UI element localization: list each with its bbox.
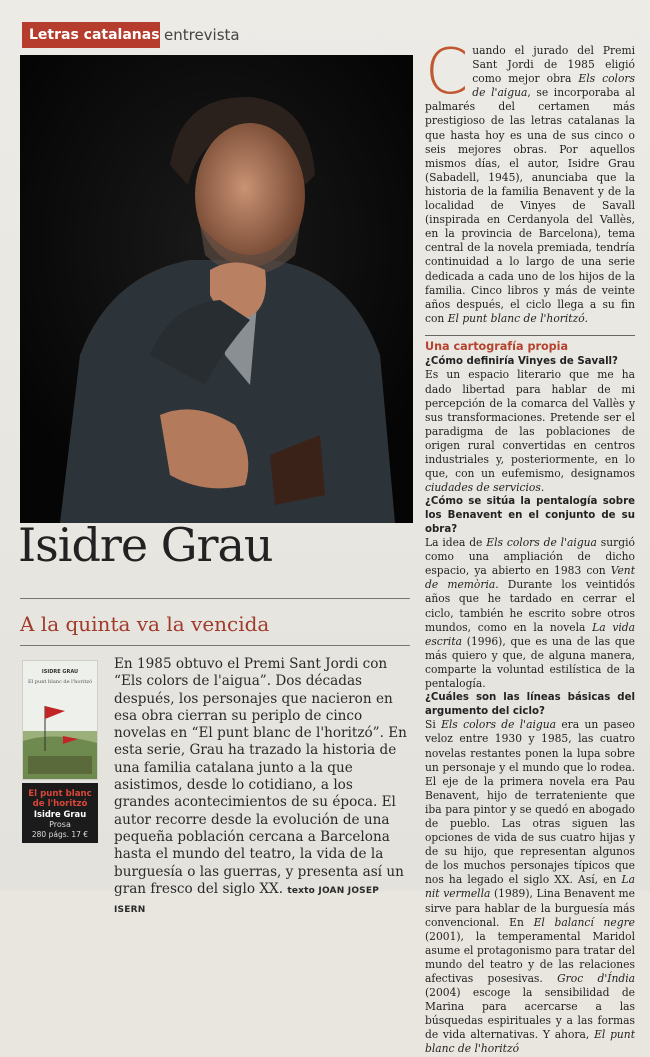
question-2: ¿Cómo se sitúa la pentalogía sobre los Benavent en el conjunto de su obra? <box>425 496 635 535</box>
interview-column <box>425 35 636 1057</box>
intro-credit: texto JOAN JOSEP ISERN <box>114 885 380 916</box>
section-subtitle: entrevista <box>164 26 240 44</box>
subtitle-rule <box>20 645 410 646</box>
article-subtitle: A la quinta va la vencida <box>20 612 270 636</box>
book-title: El punt blanc de l'horitzó <box>28 789 92 809</box>
book-author: Isidre Grau <box>33 809 87 819</box>
section-tag: Letras catalanas <box>22 22 160 48</box>
book-info-box <box>22 783 98 843</box>
book-details: 280 págs. 17 € <box>31 830 89 839</box>
drop-cap: C <box>425 35 469 108</box>
column-rule <box>425 335 635 336</box>
article-title: Isidre Grau <box>18 518 273 572</box>
book-cover-illustration <box>23 661 97 779</box>
answer-2: La idea de Els colors de l'aigua surgió como una ampliación de dicho espacio, ya abierto en 1983 con Vent de memòria. Durante los veintidós años que he tardado en cerrar el ciclo, también he escrito sobre otros mundos, como en la novela La vida escrita (1996), que es una de las que más quiero y que, de alguna manera, comparte la voluntad estilística de la pentalogía. <box>425 536 635 691</box>
portrait-illustration <box>20 55 413 523</box>
book-genre: Prosa <box>49 820 71 829</box>
author-portrait <box>20 55 413 523</box>
answer-3: Si Els colors de l'aigua era un paseo veloz entre 1930 y 1985, las cuatro novelas restantes ponen la lupa sobre un personaje y el mundo que lo rodea. El eje de la primera novela era Pau Benavent, hijo de terrateniente que iba para pintor y se quedó en abogado de pueblo. Las otras siguen las opciones de vida de sus cuatro hijas y de su hijo, que representan algunos de los muchos personajes típicos que nos ha legado el siglo XX. Así, en La nit vermella (1989), Lina Benavent me sirve para hablar de la burguesía más convencional. En El balancí negre (2001), la temperamental Maridol asume el protagonismo para tratar del mundo del teatro y de las relaciones afectivas posesivas. Groc d'Índia (2004) escoge la sensibilidad de Marina para acercarse a las búsquedas espirituales y a las formas de vida alternativas. Y ahora, El punt blanc de l'horitzó <box>425 718 636 1056</box>
book-cover <box>22 660 98 780</box>
intro-body: En 1985 obtuvo el Premi Sant Jordi con “Els colors de l'aigua”. Dos décadas después, los personajes que nacieron en esa obra cierran su periplo de cinco novelas en “El punt blanc de l'horitzó”. En esta serie, Grau ha trazado la historia de una familia catalana junto a la que asistimos, desde lo cotidiano, a los grandes acontecimientos de su época. El autor recorre desde la evolución de una pequeña población cercana a Barcelona hasta el mundo del teatro, la vida de la burguesía o las guerras, y presenta así un gran fresco del siglo XX. <box>114 656 407 897</box>
intro-text <box>114 656 412 919</box>
question-3: ¿Cuáles son las líneas básicas del argumento del ciclo? <box>425 692 635 717</box>
lead-paragraph: Cuando el jurado del Premi Sant Jordi de 1985 eligió como mejor obra Els colors de l'aigua, se incorporaba al palmarés del certamen más prestigioso de las letras catalanas la que hasta hoy es una de sus cinco o seis mejores obras. Por aquellos mismos días, el autor, Isidre Grau (Sabadell, 1945), anunciaba que la historia de la familia Benavent y de la localidad de Vinyes de Savall (inspirada en Cerdanyola del Vallès, en la provincia de Barcelona), tema central de la novela premiada, tendría continuidad a lo largo de una serie dedicada a cada uno de los hijos de la familia. Cinco libros y más de veinte años después, el ciclo llega a su fin con El punt blanc de l'horitzó. <box>425 35 635 325</box>
question-1: ¿Cómo definiría Vinyes de Savall? <box>425 355 618 367</box>
cover-author: ISIDRE GRAU <box>41 669 79 675</box>
title-rule <box>20 598 410 599</box>
section-heading: Una cartografía propia <box>425 339 569 353</box>
answer-1: Es un espacio literario que me ha dado libertad para hablar de mi percepción de la comarca del Vallès y sus transformaciones. Pretende ser el paradigma de las poblaciones de origen rural convertidas en centros industriales y, posteriormente, en lo que, con un eufemismo, designamos ciudades de servicios. <box>425 368 635 495</box>
cover-title: El punt blanc de l'horitzó <box>27 679 93 685</box>
